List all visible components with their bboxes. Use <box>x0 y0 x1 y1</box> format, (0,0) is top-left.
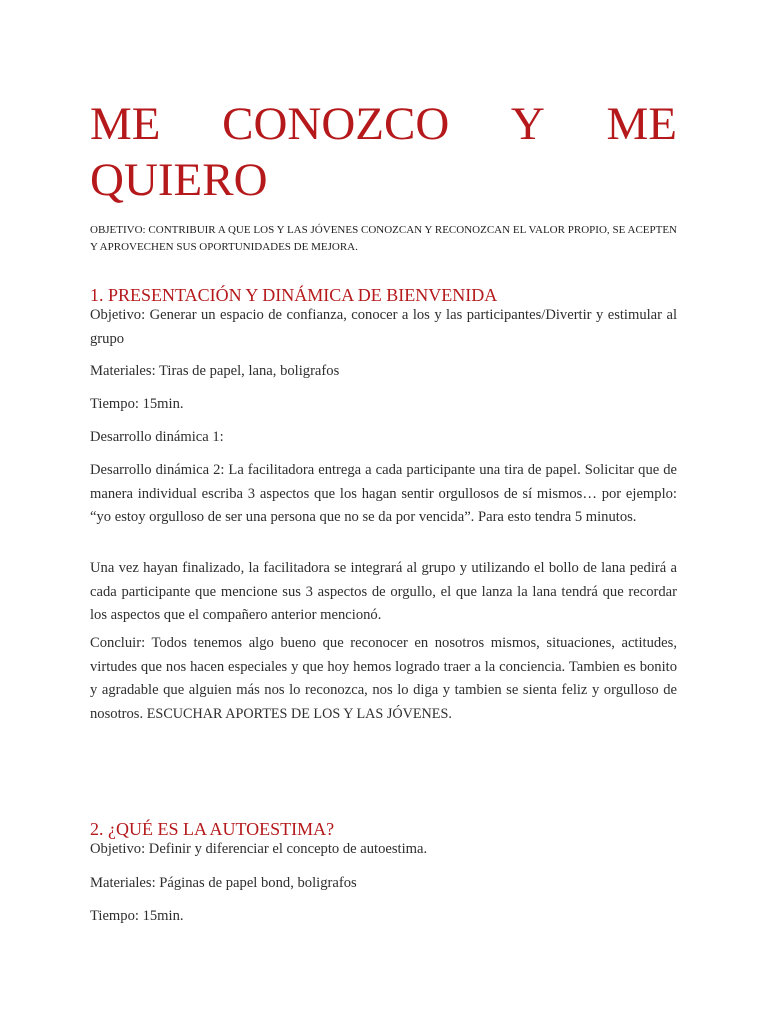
section-1-heading: 1. PRESENTACIÓN Y DINÁMICA DE BIENVENIDA <box>90 285 498 305</box>
general-objective: OBJETIVO: CONTRIBUIR A QUE LOS Y LAS JÓVENES CONOZCAN Y RECONOZCAN EL VALOR PROPIO, SE ACEPTEN Y APROVECHEN SUS OPORTUNIDADES DE MEJORA. <box>90 224 677 253</box>
section-2-objetivo: Objetivo: Definir y diferenciar el concepto de autoestima. <box>90 841 428 857</box>
section-2-materiales: Materiales: Páginas de papel bond, boligrafos <box>90 875 357 891</box>
section-1-paragraph: Una vez hayan finalizado, la facilitadora se integrará al grupo y utilizando el bollo de lana pedirá a cada participante que mencione sus 3 aspectos de orgullo, el que lanza la lana tendrá que recordar los aspectos que el compañero anterior mencionó. <box>90 560 677 623</box>
section-2-tiempo: Tiempo: 15min. <box>90 908 184 924</box>
title-word: Y <box>510 98 545 150</box>
title-line-1 <box>90 96 677 152</box>
section-1-tiempo: Tiempo: 15min. <box>90 396 184 412</box>
title-word: CONOZCO <box>222 98 450 150</box>
section-2-heading: 2. ¿QUÉ ES LA AUTOESTIMA? <box>90 819 335 839</box>
document-title <box>90 96 677 208</box>
section-1-materiales: Materiales: Tiras de papel, lana, boligrafos <box>90 363 340 379</box>
concluir-text: Concluir: Todos tenemos algo bueno que reconocer en nosotros mismos, situaciones, actitudes, virtudes que nos hacen especiales y que hoy hemos logrado traer a la conciencia. Tambien es bonito y agradable que alguien más nos lo reconozca, nos lo diga y tambien se sienta feliz y orgulloso de nosotros. <box>90 635 677 722</box>
title-word: ME <box>90 98 161 150</box>
section-1-concluir <box>90 632 677 726</box>
section-1-desarrollo-2: Desarrollo dinámica 2: La facilitadora entrega a cada participante una tira de papel. Solicitar que de manera individual escriba 3 aspectos que los hagan sentir orgullosos de sí mismos… por ejemplo: “yo estoy orgulloso de ser una persona que no se da por vencida”. Para esto tendra 5 minutos. <box>90 462 677 525</box>
title-word: ME <box>606 98 677 150</box>
concluir-caps-text: ESCUCHAR APORTES DE LOS Y LAS JÓVENES. <box>146 705 452 722</box>
title-line-2: QUIERO <box>90 154 268 206</box>
section-1-desarrollo-1: Desarrollo dinámica 1: <box>90 429 224 445</box>
section-1-objetivo: Objetivo: Generar un espacio de confianza, conocer a los y las participantes/Divertir y estimular al grupo <box>90 307 677 347</box>
